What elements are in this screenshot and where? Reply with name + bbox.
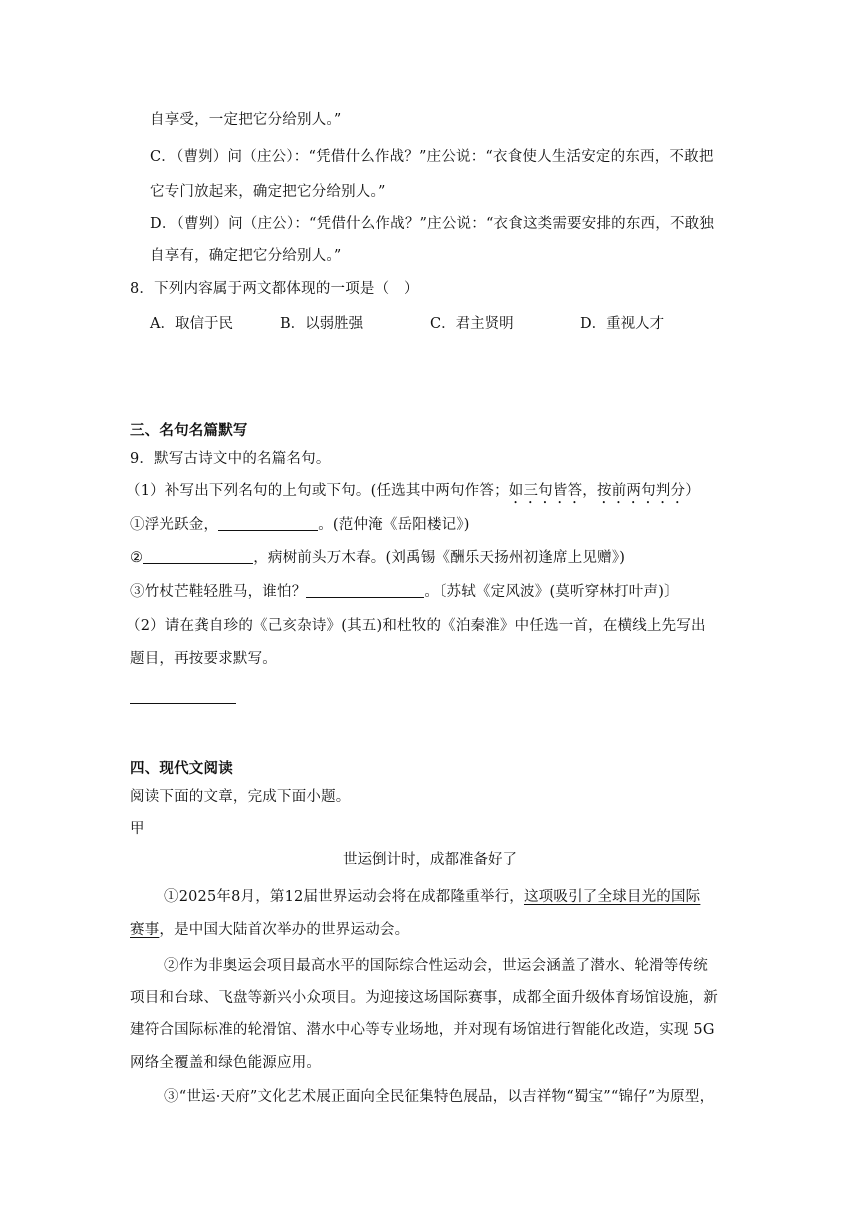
underlined-phrase: 这项吸引了全球目光的国际 (523, 889, 701, 905)
q9-part2-line1: （2）请在龚自珍的《己亥杂诗》(其五)和杜牧的《泊秦淮》中任选一首，在横线上先写出 (126, 618, 706, 634)
q7-option-b-tail: 自享受，一定把它分给别人。” (150, 112, 342, 128)
passage-para1-line1: ①2025年8月，第12届世界运动会将在成都隆重举行，这项吸引了全球目光的国际 (164, 889, 701, 905)
passage-para2-line2: 项目和台球、飞盘等新兴小众项目。为迎接这场国际赛事，成都全面升级体育场馆设施，新 (130, 990, 718, 1006)
section4-heading: 四、现代文阅读 (130, 761, 233, 777)
reading-intro: 阅读下面的文章，完成下面小题。 (130, 789, 351, 805)
q9-part2-line2: 题目，再按要求默写。 (130, 651, 277, 667)
q9-item2: ② ，病树前头万木春。(刘禹锡《酬乐天扬州初逢席上见赠》) (130, 550, 626, 566)
passage-para2-line4: 网络全覆盖和绿色能源应用。 (130, 1055, 322, 1071)
answer-line-title[interactable] (130, 703, 236, 704)
q8-option-a: A．取信于民 (150, 316, 233, 332)
passage-para2-line1: ②作为非奥运会项目最高水平的国际综合性运动会，世运会涵盖了潜水、轮滑等传统 (164, 958, 708, 974)
section3-heading: 三、名句名篇默写 (130, 423, 248, 439)
passage-para3-line1: ③“世运·天府”文化艺术展正面向全民征集特色展品，以吉祥物“蜀宝”“锦仔”为原型， (164, 1089, 715, 1105)
q8-stem: 8．下列内容属于两文都体现的一项是（ ） (130, 281, 419, 297)
q9-item3: ③竹杖芒鞋轻胜马，谁怕？ 。〔苏轼《定风波》(莫听穿林打叶声)〕 (130, 584, 679, 600)
q7-option-d-line1: D．（曹刿）问（庄公）：“凭借什么作战？”庄公说：“衣食这类需要安排的东西，不敢独 (150, 216, 715, 232)
q9-stem: 9．默写古诗文中的名篇名句。 (130, 451, 331, 467)
emphasis-text: 如三句皆答，按前两句判分 (508, 483, 686, 499)
answer-blank-1[interactable] (218, 515, 318, 531)
q8-option-d: D．重视人才 (580, 316, 665, 332)
passage-title: 世运倒计时，成都准备好了 (343, 852, 517, 868)
passage-para2-line3: 建符合国际标准的轮滑馆、潜水中心等专业场地，并对现有场馆进行智能化改造，实现 5G (130, 1022, 715, 1038)
q8-option-c: C．君主贤明 (430, 316, 514, 332)
q9-part1-instruction: （1）补写出下列名句的上句或下句。(任选其中两句作答；如三句皆答，按前两句判分） (126, 483, 700, 499)
q7-option-c-line2: 它专门放起来，确定把它分给别人。” (150, 184, 386, 200)
q7-option-c-line1: C．（曹刿）问（庄公）：“凭借什么作战？”庄公说：“衣食使人生活安定的东西，不敢把 (150, 149, 714, 165)
q9-item1: ①浮光跃金， 。(范仲淹《岳阳楼记》) (130, 517, 470, 533)
answer-blank-3[interactable] (306, 582, 424, 598)
passage-para1-line2: 赛事，是中国大陆首次举办的世界运动会。 (130, 922, 410, 938)
passage-label: 甲 (130, 821, 145, 837)
q7-option-d-line2: 自享有，确定把它分给别人。” (150, 248, 342, 264)
answer-blank-2[interactable] (143, 548, 253, 564)
q8-option-b: B．以弱胜强 (280, 316, 364, 332)
